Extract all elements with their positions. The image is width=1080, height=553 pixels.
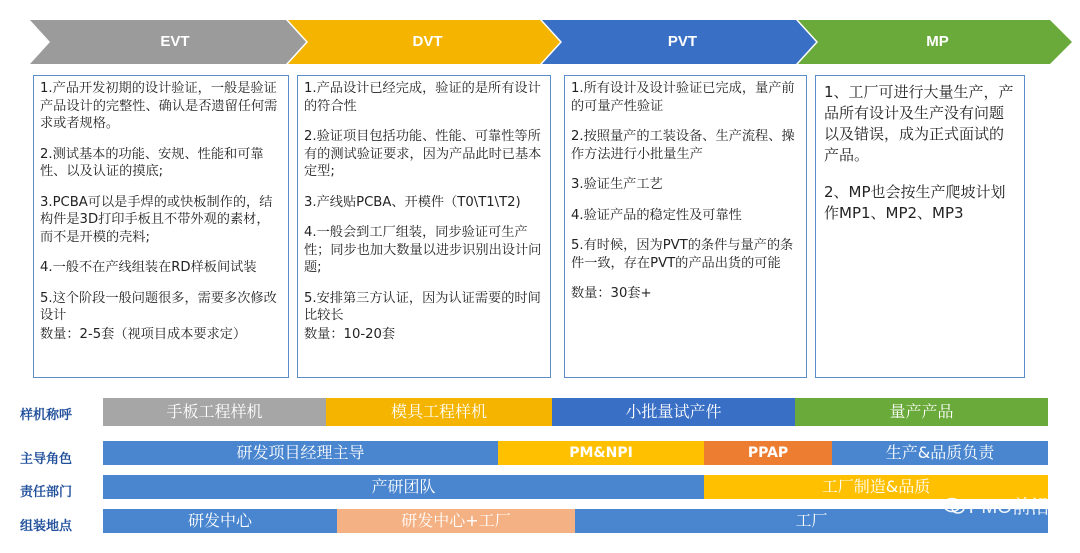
watermark-text: PMO前沿 bbox=[968, 497, 1050, 518]
role-segment-production: 生产&品质负责 bbox=[832, 441, 1048, 465]
sample-segment-mp: 量产产品 bbox=[795, 398, 1048, 426]
site-segment-rd-center: 研发中心 bbox=[103, 509, 337, 533]
row-label-sample: 样机称呼 bbox=[20, 408, 73, 423]
role-segment-ppap: PPAP bbox=[704, 441, 832, 465]
pvt-item-2: 2.按照量产的工装设备、生产流程、操作方法进行小批量生产 bbox=[571, 129, 795, 162]
evt-description-box bbox=[33, 75, 289, 378]
watermark bbox=[943, 492, 1050, 519]
wechat-icon bbox=[943, 497, 965, 515]
pvt-item-3: 3.验证生产工艺 bbox=[571, 177, 663, 192]
sample-segment-dvt: 模具工程样机 bbox=[326, 398, 552, 426]
pvt-item-5: 5.有时候，因为PVT的条件与量产的条件一致，存在PVT的产品出货的可能 bbox=[571, 238, 794, 271]
site-segment-factory: 工厂 bbox=[575, 509, 1048, 533]
phase-label-mp: MP bbox=[926, 33, 949, 50]
evt-item-5: 5.这个阶段一般问题很多，需要多次修改设计 bbox=[40, 290, 277, 323]
dept-segment-factory: 工厂制造&品质 bbox=[704, 475, 1048, 499]
mp-item-1: 1、工厂可进行大量生产，产品所有设计及生产没有问题以及错误，成为正式面试的产品。 bbox=[824, 83, 1014, 164]
dvt-quantity: 数量：10-20套 bbox=[304, 326, 396, 342]
phase-label-pvt: PVT bbox=[667, 33, 698, 50]
dvt-item-2: 2.验证项目包括功能、性能、可靠性等所有的测试验证要求，因为产品此时已基本定型; bbox=[304, 129, 542, 179]
phase-label-evt: EVT bbox=[160, 33, 190, 50]
evt-item-4: 4.一般不在产线组装在RD样板间试装 bbox=[40, 260, 257, 275]
role-segment-pm-npi: PM&NPI bbox=[498, 441, 704, 465]
dept-segment-rd-team: 产研团队 bbox=[103, 475, 704, 499]
dvt-item-3: 3.产线贴PCBA、开模件（T0\T1\T2) bbox=[304, 194, 521, 210]
evt-item-3: 3.PCBA可以是手焊的或快板制作的，结构件是3D打印手板且不带外观的素材，而不是开模的壳料; bbox=[40, 194, 273, 245]
evt-quantity: 数量：2-5套（视项目成本要求定） bbox=[40, 326, 247, 342]
pvt-quantity: 数量：30套+ bbox=[571, 286, 652, 301]
row-label-site: 组装地点 bbox=[20, 519, 73, 534]
dvt-item-1: 1.产品设计已经完成，验证的是所有设计的符合性 bbox=[304, 81, 541, 114]
sample-segment-evt: 手板工程样机 bbox=[103, 398, 326, 426]
site-segment-rd-factory: 研发中心+工厂 bbox=[337, 509, 575, 533]
dvt-item-4: 4.一般会到工厂组装，同步验证可生产性；同步也加大数量以进步识别出设计问题; bbox=[304, 225, 542, 275]
row-label-dept: 责任部门 bbox=[20, 485, 73, 500]
pvt-item-1: 1.所有设计及设计验证已完成，量产前的可量产性验证 bbox=[571, 81, 795, 114]
evt-item-2: 2.测试基本的功能、安规、性能和可靠性、以及认证的摸底; bbox=[40, 146, 264, 179]
dvt-description-box bbox=[297, 75, 551, 378]
role-segment-rd-pm: 研发项目经理主导 bbox=[103, 441, 498, 465]
row-label-role: 主导角色 bbox=[20, 452, 73, 467]
pvt-item-4: 4.验证产品的稳定性及可靠性 bbox=[571, 207, 742, 223]
mp-item-2: 2、MP也会按生产爬坡计划作MP1、MP2、MP3 bbox=[824, 183, 1006, 222]
mp-description-box bbox=[815, 75, 1025, 378]
evt-item-1: 1.产品开发初期的设计验证，一般是验证产品设计的完整性、确认是否遗留任何需求或者规格。 bbox=[40, 81, 278, 131]
phase-label-dvt: DVT bbox=[412, 33, 443, 50]
dvt-item-5: 5.安排第三方认证，因为认证需要的时间比较长 bbox=[304, 290, 541, 323]
sample-segment-pvt: 小批量试产件 bbox=[552, 398, 795, 426]
pvt-description-box bbox=[564, 75, 807, 378]
